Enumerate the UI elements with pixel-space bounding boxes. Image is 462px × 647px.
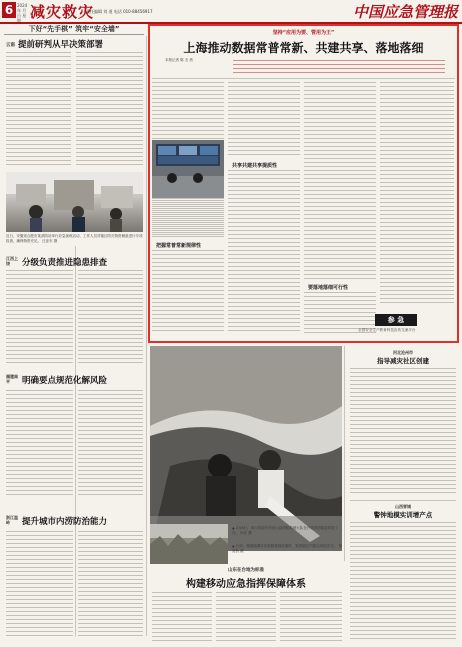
- photo-caption: 近日，安徽省合肥市某消防站举行应急演练活动，工作人员对辖区防灾物资储备进行专项检查，确保物资充足。 汪亚东 摄: [6, 234, 143, 243]
- lead-body: [304, 82, 376, 282]
- story-body: [216, 592, 276, 642]
- story-body: [6, 270, 73, 366]
- story-headline: 明确要点规范化解风险: [22, 376, 108, 386]
- region-label: 河北沧州市: [393, 350, 413, 355]
- rule: [350, 500, 456, 501]
- story-headline: 分级负责推进隐患排查: [22, 258, 108, 268]
- lead-subhead: 共享共建共享提质性: [232, 163, 278, 169]
- story-headline: 警钟地模实训增产点: [373, 511, 433, 519]
- story-body: [78, 531, 143, 641]
- lead-body: [228, 82, 300, 160]
- lead-body: [228, 170, 300, 336]
- lead-kicker: 坚持“应用为要、管用为王”: [272, 30, 335, 36]
- bottom-kicker: 山东在台地为标准: [228, 568, 264, 573]
- editor-info: 责任编辑 刘 道 电话 010-88456917: [86, 9, 153, 14]
- story-body: [76, 52, 143, 170]
- bottom-headline: 构建移动应急指挥保障体系: [186, 579, 306, 590]
- lead-subhead: 把握常普常新规律性: [156, 243, 202, 249]
- story-body: [152, 592, 212, 642]
- story-body: [78, 390, 143, 500]
- story-body: [6, 531, 73, 641]
- lead-summary: [233, 60, 445, 76]
- date-block: 2024年 月 日 星期: [17, 3, 28, 23]
- photo-caption: ▲ 日前，湖南湘潭市在抢修基础设施时，抽查辖区内群众用电安全。 郑炎秋 摄: [232, 544, 342, 553]
- control-room-photo: [152, 140, 224, 198]
- story-body: [78, 270, 143, 366]
- story-body: [350, 368, 456, 496]
- photo-caption: ▲ 2月8日，四川省南充市营山县消防救援大队在开展消防隐患排查工作。 何乐 摄: [232, 526, 339, 535]
- masthead: [0, 0, 462, 24]
- story-headline: 指导减灾社区创建: [377, 357, 429, 365]
- column-rule: [146, 36, 147, 636]
- story-headline: 提升城市内涝防治能力: [22, 517, 108, 527]
- lead-byline: 本报记者 陈 丕 茜: [165, 58, 193, 62]
- column-rule: [344, 346, 345, 561]
- region-label: 福建南平: [6, 374, 18, 384]
- column-rule: [75, 246, 76, 636]
- wheat-field-photo: [150, 524, 228, 564]
- top-banner: 下好“先手棋” 筑牢“安全墙”: [4, 24, 144, 35]
- page-number: 6: [2, 2, 16, 18]
- lead-body: [152, 200, 224, 240]
- disaster-rescue-photo: [150, 346, 342, 551]
- story-body: [6, 52, 71, 170]
- story-body: [280, 592, 342, 642]
- story-headline: 云南 提前研判从早决策部署: [6, 40, 104, 50]
- section-title: 减灾救灾: [30, 3, 95, 21]
- seal-note: 全国安全生产教育科技宣传交流平台: [358, 328, 416, 332]
- region-label: 山西晋城: [395, 504, 411, 509]
- region-label: 浙江温岭: [6, 515, 18, 525]
- region-label: 江西上饶: [6, 256, 18, 266]
- lead-subhead: 要落地落细可行性: [308, 285, 349, 291]
- rescue-photo: [6, 172, 143, 232]
- lead-body: [152, 250, 224, 336]
- lead-body: [380, 82, 454, 308]
- seal-banner: 参 急: [375, 314, 417, 326]
- story-body: [6, 390, 73, 500]
- lead-headline: 上海推动数据常普常新、共建共享、落地落细: [183, 41, 424, 55]
- story-body: [350, 522, 456, 642]
- rule: [152, 78, 455, 79]
- newspaper-logo: 中国应急管理报: [352, 3, 458, 21]
